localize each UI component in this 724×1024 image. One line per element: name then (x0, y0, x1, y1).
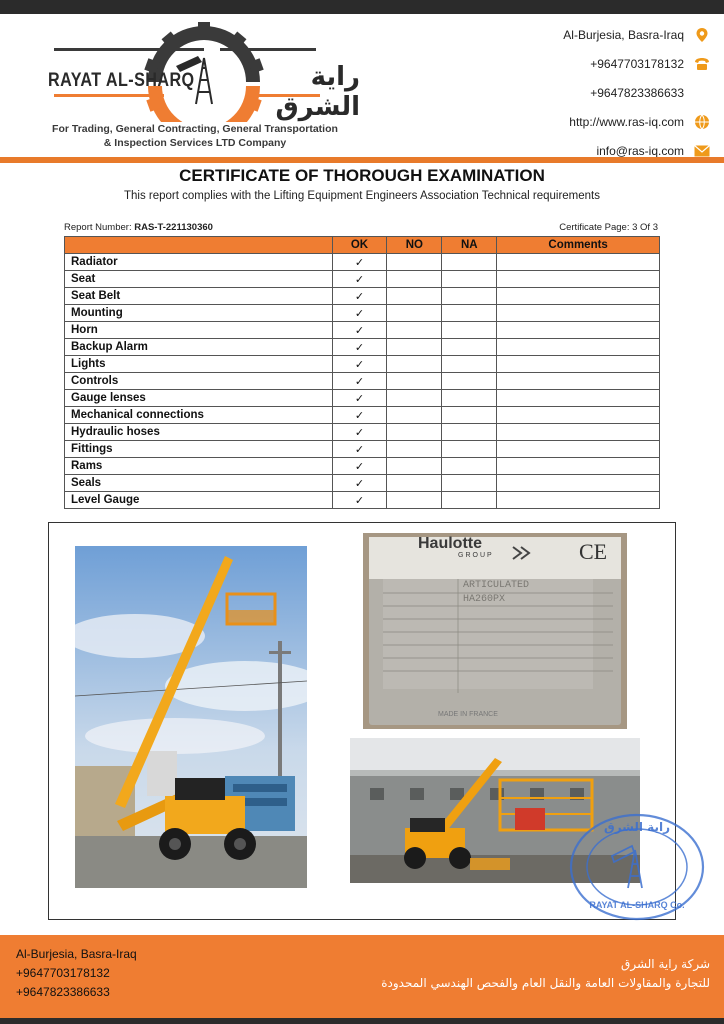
bottom-dark-bar (0, 1018, 724, 1024)
check-cell-no (387, 441, 442, 458)
comment-cell (497, 356, 660, 373)
checkmark-icon: ✓ (354, 443, 365, 456)
check-cell-na (442, 322, 497, 339)
services-line-2: & Inspection Services LTD Company (103, 137, 287, 149)
company-name-ar: راية الشرق (275, 62, 360, 122)
check-cell-na (442, 390, 497, 407)
check-cell-no (387, 407, 442, 424)
table-row (65, 424, 660, 441)
nameplate-photo (363, 533, 627, 729)
table-header-row (65, 237, 660, 254)
check-cell-na (442, 475, 497, 492)
stamp-text-en: RAYAT AL-SHARQ Co. (589, 900, 685, 910)
check-cell-ok (332, 458, 387, 475)
report-number-value: RAS-T-221130360 (134, 222, 213, 233)
contact-address (460, 20, 710, 49)
checklist-item-label: Seat Belt (65, 288, 333, 305)
website-link[interactable]: http://www.ras-iq.com (569, 114, 684, 129)
check-cell-na (442, 492, 497, 509)
footer-company-ar (381, 955, 710, 993)
footer-address: Al-Burjesia, Basra-Iraq (16, 947, 137, 961)
comment-cell (497, 254, 660, 271)
header-divider (0, 157, 724, 163)
contact-phone-2 (460, 78, 710, 107)
comment-cell (497, 475, 660, 492)
company-name-en: RAYAT AL-SHARQ (48, 70, 195, 91)
check-cell-na (442, 373, 497, 390)
page-footer (0, 935, 724, 1024)
comment-cell (497, 390, 660, 407)
check-cell-ok (332, 305, 387, 322)
globe-icon (694, 114, 710, 130)
checklist-item-label: Rams (65, 458, 333, 475)
table-row (65, 254, 660, 271)
checkmark-icon: ✓ (354, 358, 365, 371)
comment-cell (497, 271, 660, 288)
table-row (65, 475, 660, 492)
check-cell-ok (332, 492, 387, 509)
check-cell-ok (332, 356, 387, 373)
header-na: NA (442, 237, 497, 254)
top-dark-bar (0, 0, 724, 14)
checkmark-icon: ✓ (354, 273, 365, 286)
footer-phone-1: +9647703178132 (16, 966, 110, 980)
nameplate-made-in: MADE IN FRANCE (438, 711, 498, 718)
check-cell-ok (332, 271, 387, 288)
examination-checklist-table (64, 236, 660, 509)
check-cell-na (442, 288, 497, 305)
comment-cell (497, 373, 660, 390)
contact-phone-1 (460, 49, 710, 78)
table-row (65, 441, 660, 458)
check-cell-ok (332, 390, 387, 407)
comment-cell (497, 407, 660, 424)
comment-cell (497, 305, 660, 322)
check-cell-ok (332, 373, 387, 390)
services-line-1: For Trading, General Contracting, General Transportation (52, 123, 338, 135)
certificate-page: Certificate Page: 3 Of 3 (559, 222, 658, 233)
company-stamp (568, 812, 706, 922)
table-row (65, 339, 660, 356)
check-cell-ok (332, 322, 387, 339)
table-row (65, 390, 660, 407)
checklist-item-label: Backup Alarm (65, 339, 333, 356)
checkmark-icon: ✓ (354, 426, 365, 439)
header-item (65, 237, 333, 254)
check-cell-ok (332, 288, 387, 305)
location-pin-icon (694, 27, 710, 43)
checkmark-icon: ✓ (354, 375, 365, 388)
comment-cell (497, 458, 660, 475)
check-cell-na (442, 356, 497, 373)
company-logo (40, 22, 360, 147)
check-cell-no (387, 254, 442, 271)
address-text: Al-Burjesia, Basra-Iraq (563, 27, 684, 42)
checkmark-icon: ✓ (354, 477, 365, 490)
table-row (65, 356, 660, 373)
table-row (65, 373, 660, 390)
table-row (65, 305, 660, 322)
header-ok: OK (332, 237, 387, 254)
check-cell-ok (332, 424, 387, 441)
report-number (64, 222, 213, 233)
checkmark-icon: ✓ (354, 307, 365, 320)
check-cell-na (442, 271, 497, 288)
checklist-item-label: Horn (65, 322, 333, 339)
report-number-label: Report Number: (64, 222, 132, 233)
nameplate-brand: Haulotte (418, 535, 482, 552)
check-cell-ok (332, 407, 387, 424)
ce-mark: CE (579, 539, 608, 564)
checkmark-icon: ✓ (354, 256, 365, 269)
checklist-item-label: Mechanical connections (65, 407, 333, 424)
check-cell-no (387, 390, 442, 407)
contact-website[interactable] (460, 107, 710, 136)
footer-contact (16, 945, 137, 1002)
check-cell-no (387, 424, 442, 441)
header-comments: Comments (497, 237, 660, 254)
check-cell-no (387, 492, 442, 509)
header-no: NO (387, 237, 442, 254)
checklist-item-label: Controls (65, 373, 333, 390)
comment-cell (497, 424, 660, 441)
certificate-title: CERTIFICATE OF THOROUGH EXAMINATION (179, 166, 545, 185)
table-row (65, 288, 660, 305)
comment-cell (497, 441, 660, 458)
phone2-text: +9647823386633 (590, 85, 684, 100)
check-cell-no (387, 339, 442, 356)
check-cell-no (387, 458, 442, 475)
comment-cell (497, 339, 660, 356)
checkmark-icon: ✓ (354, 409, 365, 422)
company-services (40, 122, 350, 150)
nameplate-brand-sub: GROUP (458, 552, 494, 559)
check-cell-na (442, 254, 497, 271)
checkmark-icon: ✓ (354, 460, 365, 473)
check-cell-no (387, 356, 442, 373)
table-row (65, 271, 660, 288)
contact-block (460, 20, 710, 165)
checklist-item-label: Hydraulic hoses (65, 424, 333, 441)
check-cell-na (442, 458, 497, 475)
check-cell-no (387, 288, 442, 305)
nameplate-type: ARTICULATED (463, 580, 530, 591)
boom-lift-photo (75, 546, 307, 888)
footer-ar-line-2: للتجارة والمقاولات العامة والنقل العام والفحص الهندسي المحدودة (381, 976, 710, 990)
check-cell-ok (332, 441, 387, 458)
checkmark-icon: ✓ (354, 290, 365, 303)
table-row (65, 458, 660, 475)
check-cell-na (442, 424, 497, 441)
checkmark-icon: ✓ (354, 341, 365, 354)
email-link[interactable]: info@ras-iq.com (596, 143, 684, 158)
check-cell-na (442, 305, 497, 322)
checkmark-icon: ✓ (354, 494, 365, 507)
table-row (65, 407, 660, 424)
phone1-text: +9647703178132 (590, 56, 684, 71)
check-cell-no (387, 475, 442, 492)
check-cell-no (387, 305, 442, 322)
certificate-subtitle: This report complies with the Lifting Equipment Engineers Association Technical requirements (123, 190, 600, 202)
checklist-item-label: Seat (65, 271, 333, 288)
checklist-item-label: Radiator (65, 254, 333, 271)
stamp-text-ar: راية الشرق (603, 820, 670, 834)
checkmark-icon: ✓ (354, 324, 365, 337)
check-cell-ok (332, 475, 387, 492)
footer-ar-line-1: شركة راية الشرق (621, 957, 710, 971)
checkmark-icon: ✓ (354, 392, 365, 405)
nameplate-model: HA260PX (463, 594, 506, 605)
check-cell-na (442, 407, 497, 424)
phone-icon (694, 56, 710, 72)
check-cell-no (387, 373, 442, 390)
comment-cell (497, 492, 660, 509)
checklist-item-label: Mounting (65, 305, 333, 322)
check-cell-no (387, 322, 442, 339)
comment-cell (497, 322, 660, 339)
comment-cell (497, 288, 660, 305)
check-cell-no (387, 271, 442, 288)
check-cell-na (442, 441, 497, 458)
footer-phone-2: +9647823386633 (16, 985, 110, 999)
checklist-item-label: Gauge lenses (65, 390, 333, 407)
checklist-body (65, 254, 660, 509)
checklist-item-label: Fittings (65, 441, 333, 458)
check-cell-ok (332, 254, 387, 271)
checklist-item-label: Seals (65, 475, 333, 492)
check-cell-ok (332, 339, 387, 356)
check-cell-na (442, 339, 497, 356)
checklist-item-label: Level Gauge (65, 492, 333, 509)
checklist-item-label: Lights (65, 356, 333, 373)
table-row (65, 322, 660, 339)
table-row (65, 492, 660, 509)
